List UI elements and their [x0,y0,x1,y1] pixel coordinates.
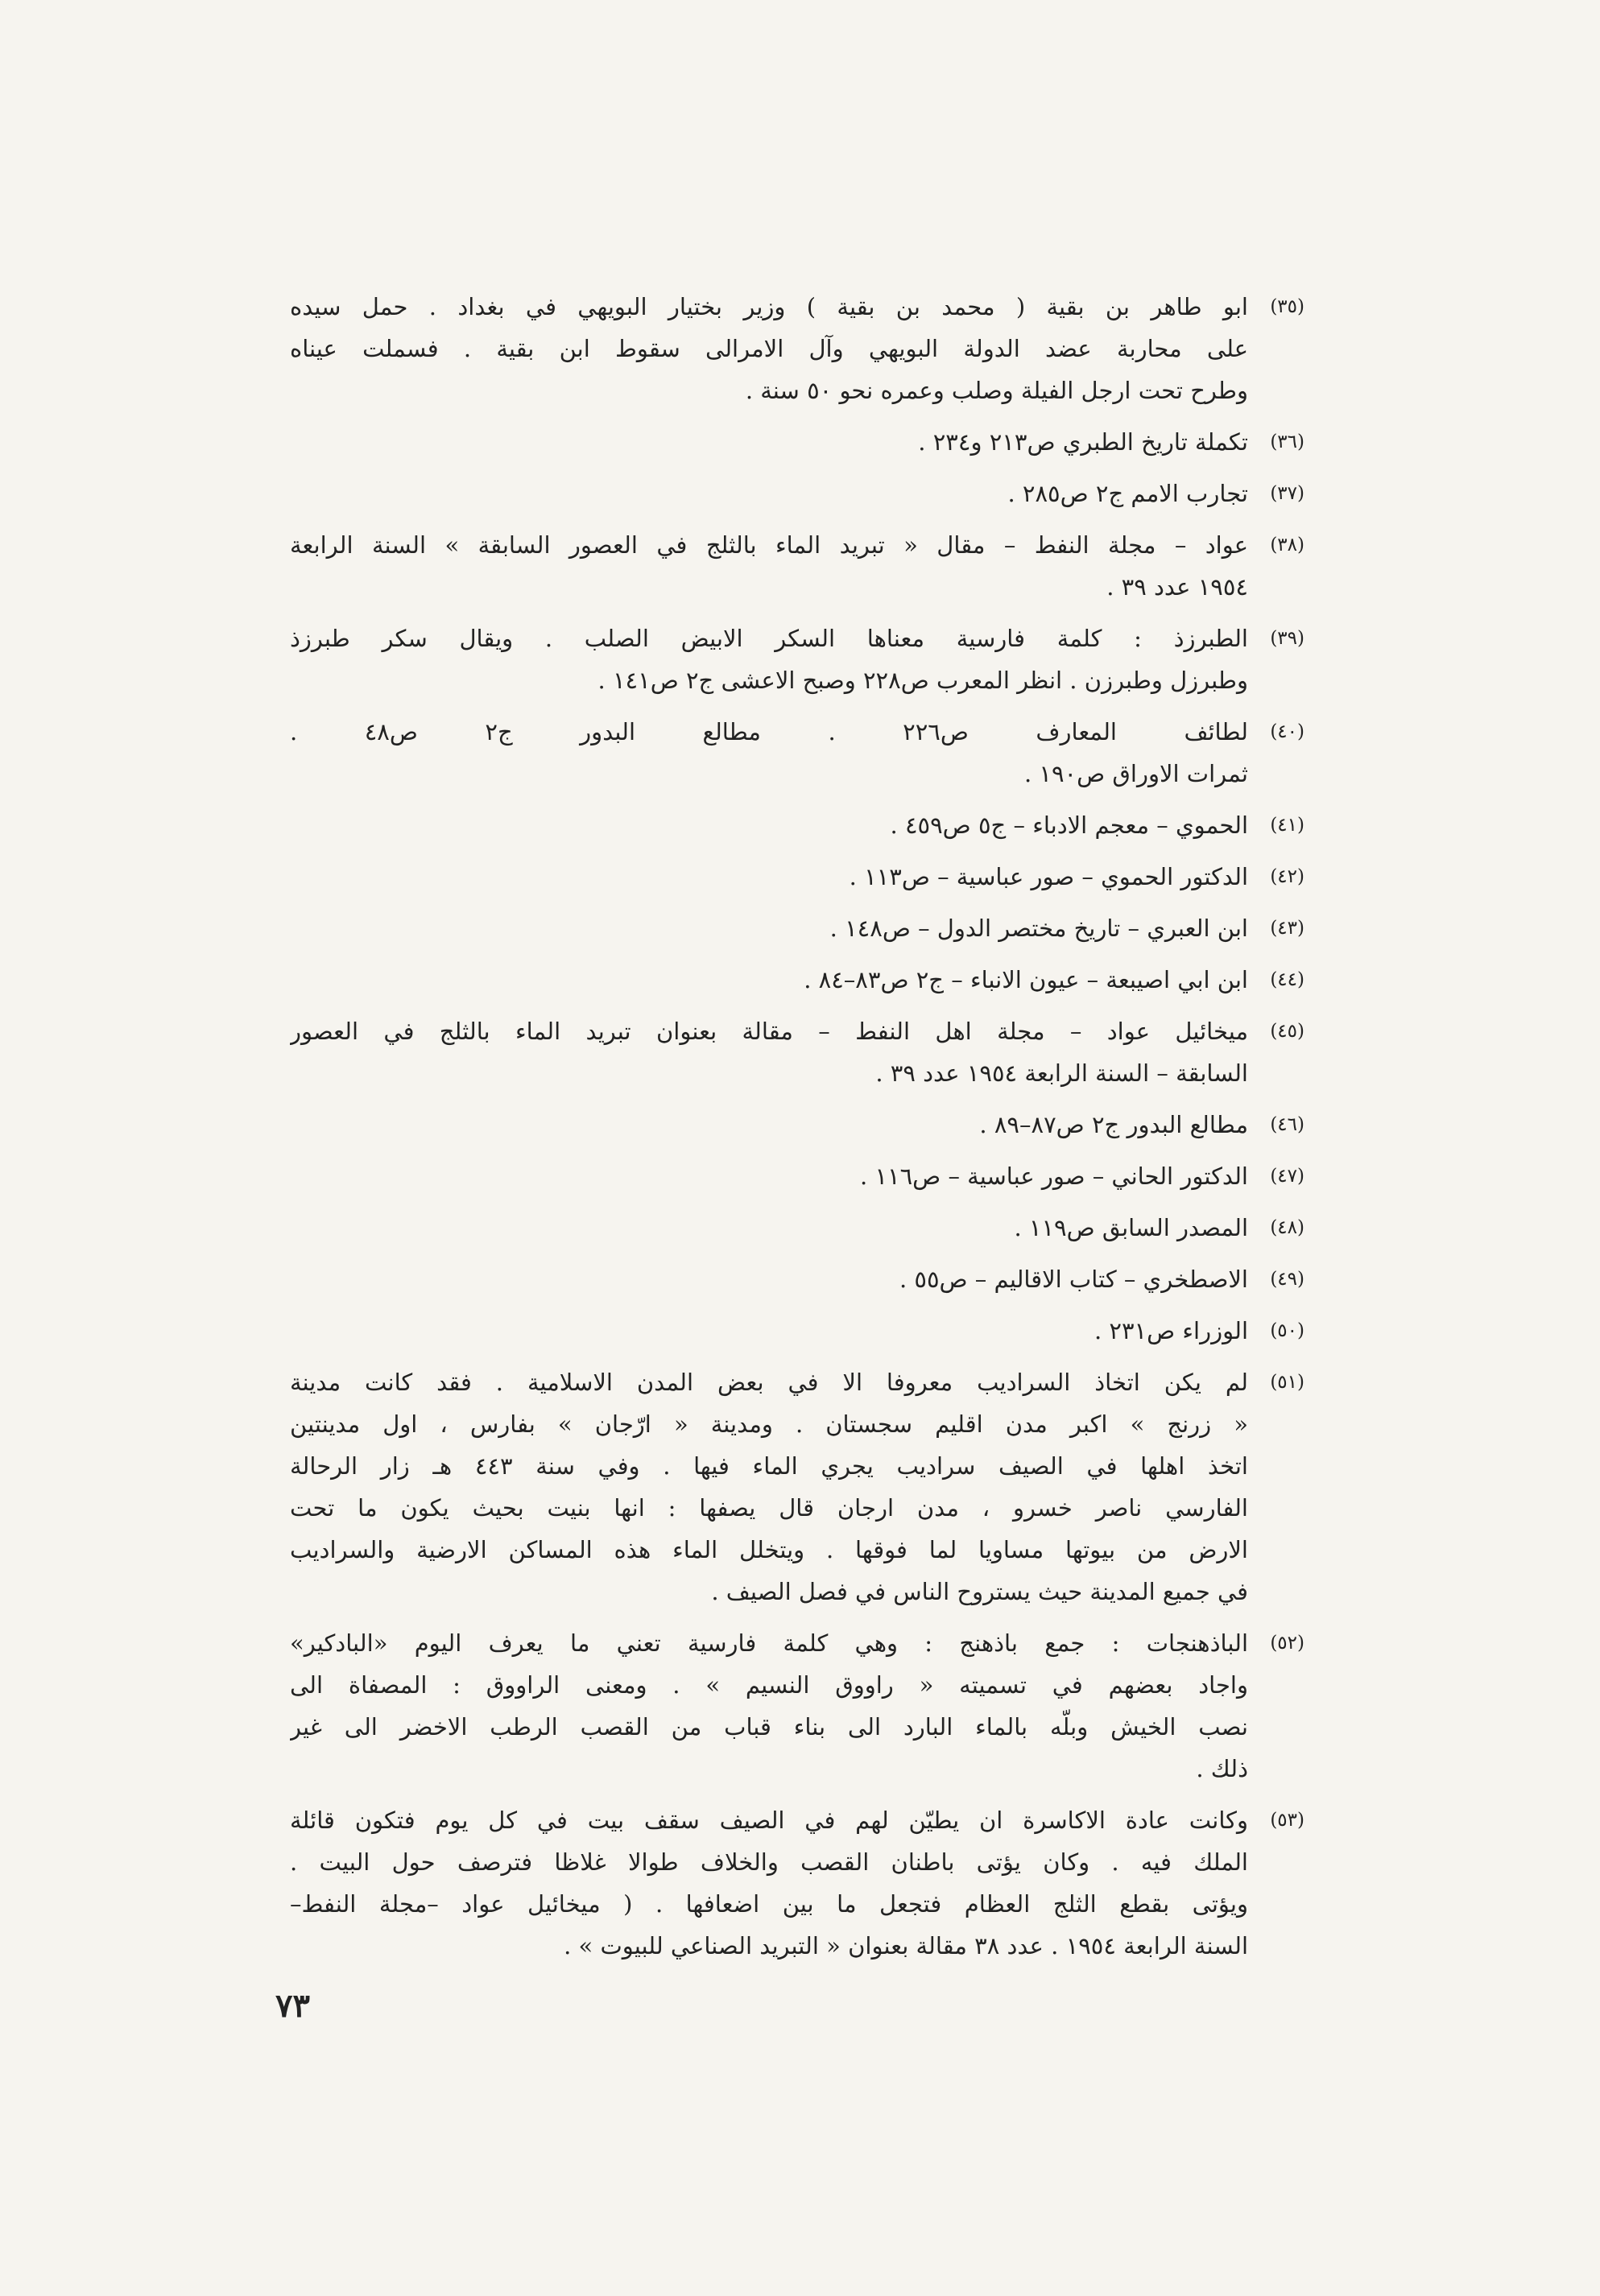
footnote-line: الوزراء ص٢٣١ . [1094,1317,1248,1344]
footnote-line: ابن العبري – تاريخ مختصر الدول – ص١٤٨ . [829,915,1248,942]
footnote-line: الفارسي ناصر خسرو ، مدن ارجان قال يصفها : انها بنيت بحيث يكون ما تحت [290,1494,1248,1522]
footnote [290,907,1304,949]
footnote-text [290,473,1248,514]
footnote [290,473,1304,514]
footnote-text [290,286,1248,411]
footnote [290,959,1304,1001]
footnote [290,421,1304,463]
footnote-line: السنة الرابعة ١٩٥٤ . عدد ٣٨ مقالة بعنوان « التبريد الصناعي للبيوت » . [564,1932,1248,1959]
footnote-number: (٣٦) [1270,432,1304,452]
footnote-text [290,1104,1248,1146]
footnote-line: الحموي – معجم الادباء – ج٥ ص٤٥٩ . [890,811,1248,839]
footnote-number: (٥٢) [1270,1633,1304,1654]
footnote [290,804,1304,846]
footnote-line: نصب الخيش وبلّه بالماء البارد الى بناء قباب من القصب الرطب الاخضر الى غير [290,1713,1248,1741]
footnote-line: الدكتور الحموي – صور عباسية – ص١١٣ . [849,863,1248,890]
footnote-line: عواد – مجلة النفط – مقال « تبريد الماء بالثلج في العصور السابقة » السنة الرابعة [290,531,1248,559]
footnote-text [290,711,1248,795]
footnote-line: ابو طاهر بن بقية ( محمد بن بقية ) وزير بختيار البويهي في بغداد . حمل سيده [290,293,1248,320]
footnote-number: (٥١) [1270,1372,1304,1393]
footnote-number: (٤٧) [1270,1166,1304,1187]
page-number: ٧٣ [275,1987,310,2025]
footnote-line: ثمرات الاوراق ص١٩٠ . [1023,760,1248,787]
footnote [290,286,1304,411]
footnote [290,1104,1304,1146]
footnote-number: (٤٩) [1270,1269,1304,1290]
footnote-text [290,1622,1248,1790]
footnote-number: (٣٩) [1270,628,1304,649]
footnote-number: (٥٣) [1270,1810,1304,1831]
footnote [290,1207,1304,1249]
footnote [290,1622,1304,1790]
footnote-line: وطرح تحت ارجل الفيلة وصلب وعمره نحو ٥٠ سنة . [745,377,1248,404]
footnote-text [290,804,1248,846]
footnote-number: (٤٠) [1270,721,1304,742]
footnote-number: (٤٥) [1270,1021,1304,1042]
footnote-text [290,1155,1248,1197]
footnote-text [290,1258,1248,1300]
footnote-text [290,856,1248,898]
footnote-line: واجاد بعضهم في تسميته « راووق النسيم » . ومعنى الراووق : المصفاة الى [290,1671,1248,1699]
footnote-text [290,959,1248,1001]
footnote [290,1010,1304,1094]
footnote-number: (٤٣) [1270,918,1304,939]
footnote-number: (٣٧) [1270,483,1304,504]
footnote-line: الارض من بيوتها مساويا لما فوقها . ويتخلل الماء هذه المساكن الارضية والسراديب [290,1536,1248,1563]
footnote-number: (٤٤) [1270,969,1304,990]
footnote-line: مطالع البدور ج٢ ص٨٧–٨٩ . [979,1111,1248,1138]
footnote-line: في جميع المدينة حيث يستروح الناس في فصل الصيف . [711,1578,1248,1605]
footnote [290,711,1304,795]
footnote [290,1258,1304,1300]
footnote-line: تجارب الامم ج٢ ص٢٨٥ . [1007,480,1248,507]
footnote [290,617,1304,701]
footnotes-list [290,286,1304,1976]
footnote-text [290,1799,1248,1967]
footnote-number: (٤١) [1270,815,1304,836]
footnote-line: « زرنج » اكبر مدن اقليم سجستان . ومدينة « ارّجان » بفارس ، اول مدينتين [290,1410,1248,1438]
footnote-line: على محاربة عضد الدولة البويهي وآل الامرالى سقوط ابن بقية . فسملت عيناه [290,335,1248,362]
footnote-text [290,524,1248,608]
footnote-number: (٤٨) [1270,1217,1304,1238]
footnote [290,524,1304,608]
footnote-text [290,1310,1248,1352]
footnote-line: المصدر السابق ص١١٩ . [1014,1214,1248,1241]
footnote [290,1361,1304,1613]
footnote-line: لطائف المعارف ص٢٢٦ . مطالع البدور ج٢ ص٤٨ . [290,718,1248,745]
footnote-text [290,1207,1248,1249]
footnote-line: ابن ابي اصيبعة – عيون الانباء – ج٢ ص٨٣–٨٤ . [804,966,1248,993]
footnote-number: (٣٥) [1270,296,1304,317]
footnote-line: وطبرزل وطبرزن . انظر المعرب ص٢٢٨ وصبح الاعشى ج٢ ص١٤١ . [597,667,1248,694]
footnote-line: اتخذ اهلها في الصيف سراديب يجري الماء فيها . وفي سنة ٤٤٣ هـ زار الرحالة [290,1452,1248,1480]
footnote-number: (٤٦) [1270,1114,1304,1135]
footnote-line: ذلك . [1196,1755,1248,1782]
footnote-text [290,617,1248,701]
footnote-line: ويؤتى بقطع الثلج العظام فتجعل ما بين اضعافها . ( ميخائيل عواد –مجلة النفط– [290,1890,1248,1918]
footnote-text [290,907,1248,949]
footnote-number: (٥٠) [1270,1320,1304,1341]
footnote-line: الاصطخري – كتاب الاقاليم – ص٥٥ . [899,1266,1248,1293]
footnote-line: الدكتور الحاني – صور عباسية – ص١١٦ . [860,1162,1248,1190]
footnote-text [290,421,1248,463]
footnote [290,856,1304,898]
footnote [290,1799,1304,1967]
footnote-line: لم يكن اتخاذ السراديب معروفا الا في بعض المدن الاسلامية . فقد كانت مدينة [290,1369,1248,1396]
footnote-text [290,1361,1248,1613]
footnote [290,1155,1304,1197]
footnote-line: الملك فيه . وكان يؤتى باطنان القصب والخلاف طوالا غلاظا فترصف حول البيت . [290,1848,1248,1876]
footnote [290,1310,1304,1352]
footnote-line: ميخائيل عواد – مجلة اهل النفط – مقالة بعنوان تبريد الماء بالثلج في العصور [290,1018,1248,1045]
footnote-line: الباذهنجات : جمع باذهنج : وهي كلمة فارسية تعني ما يعرف اليوم «البادكير» [290,1629,1248,1657]
footnote-text [290,1010,1248,1094]
footnote-line: تكملة تاريخ الطبري ص٢١٣ و٢٣٤ . [918,428,1248,456]
footnote-line: وكانت عادة الاكاسرة ان يطيّن لهم في الصيف سقف بيت في كل يوم فتكون قائلة [290,1807,1248,1834]
footnote-number: (٣٨) [1270,535,1304,555]
footnote-number: (٤٢) [1270,866,1304,887]
footnote-line: السابقة – السنة الرابعة ١٩٥٤ عدد ٣٩ . [875,1059,1248,1087]
footnote-line: الطبرزذ : كلمة فارسية معناها السكر الابيض الصلب . ويقال سكر طبرزذ [290,625,1248,652]
footnote-line: ١٩٥٤ عدد ٣٩ . [1106,573,1248,601]
